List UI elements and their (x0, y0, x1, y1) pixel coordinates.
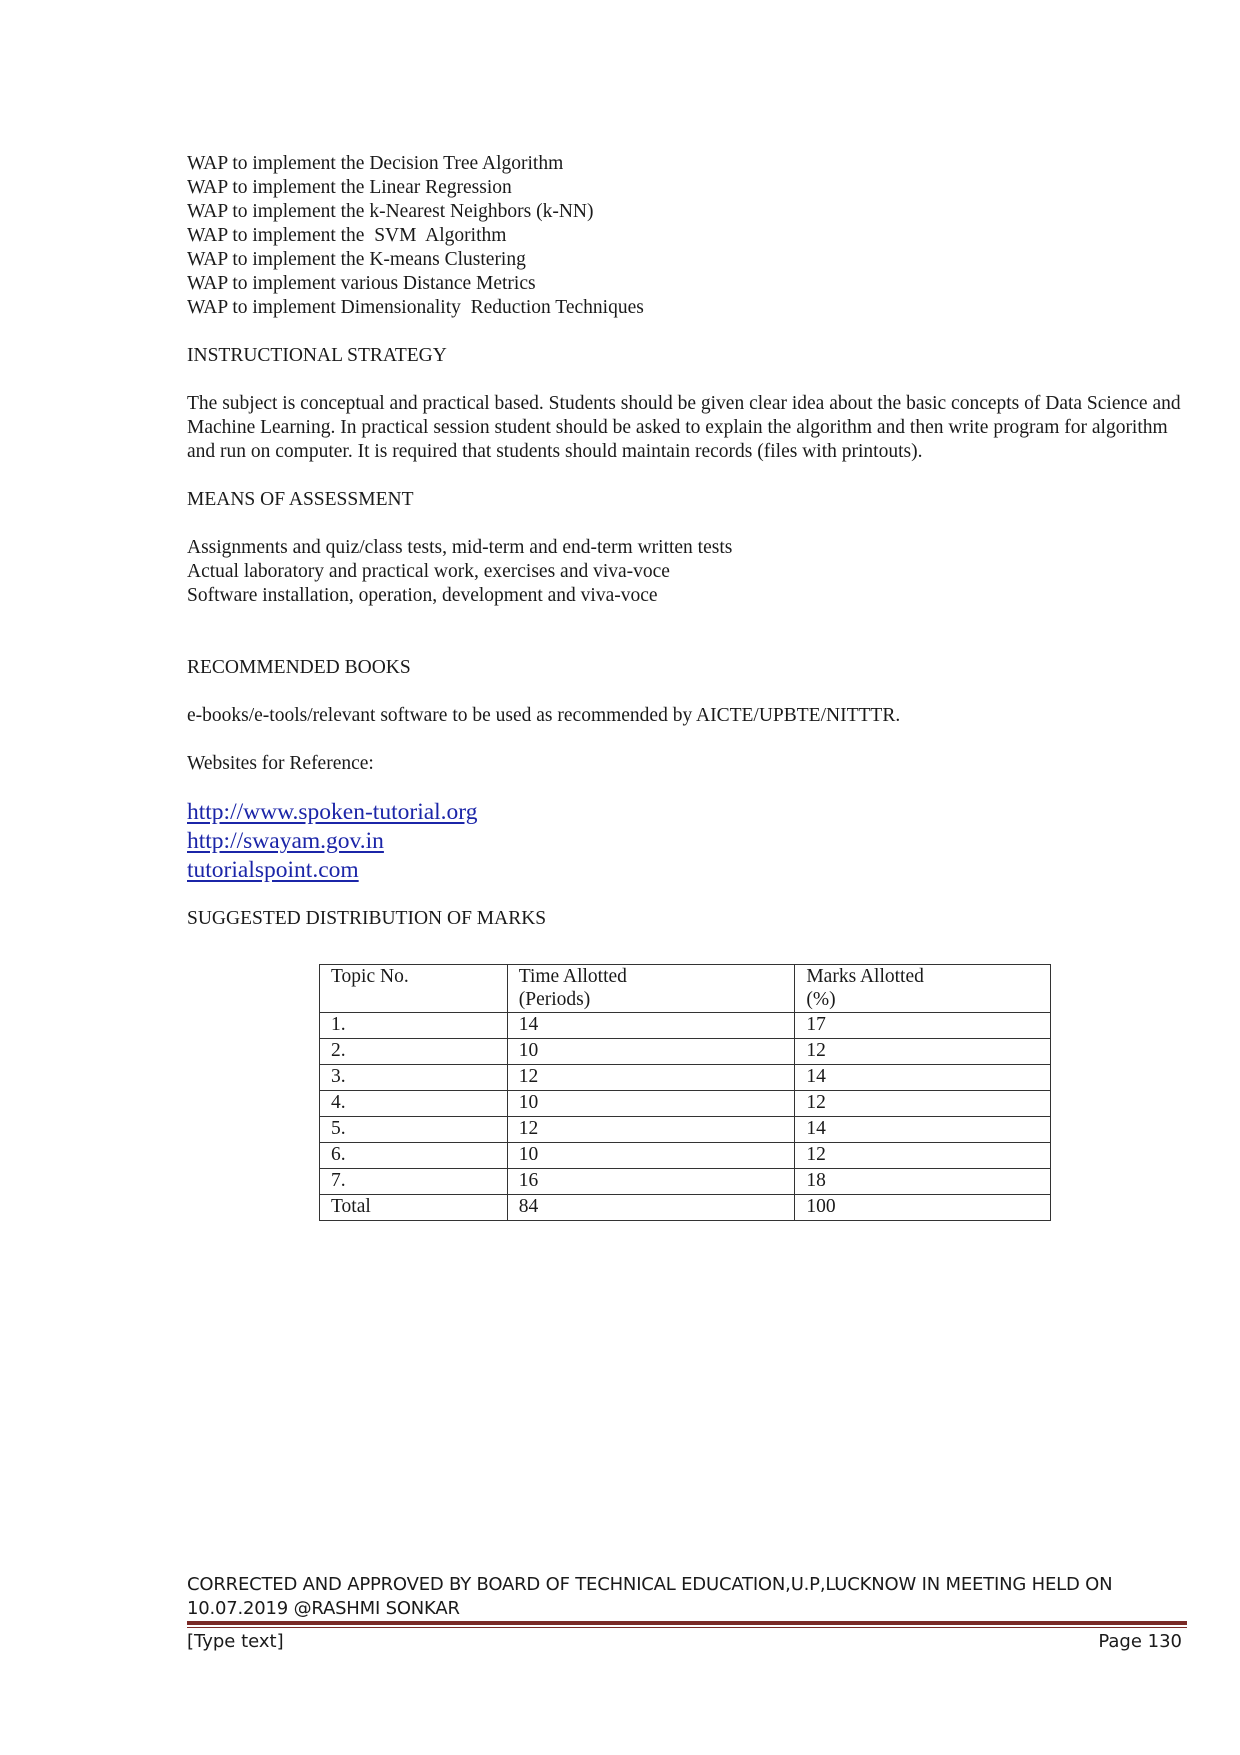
instructional-strategy-heading: INSTRUCTIONAL STRATEGY (187, 345, 447, 366)
table-row (320, 1143, 1051, 1169)
table-cell: 12 (795, 1039, 1051, 1065)
table-cell: 84 (507, 1195, 795, 1221)
document-body (187, 152, 1187, 931)
table-cell: Total (320, 1195, 508, 1221)
practical-item: WAP to implement the Decision Tree Algorithm (187, 153, 564, 174)
practical-item: WAP to implement various Distance Metrics (187, 273, 536, 294)
table-row (320, 1039, 1051, 1065)
practical-item: WAP to implement the K-means Clustering (187, 249, 526, 270)
practical-item: WAP to implement Dimensionality Reduction Techniques (187, 297, 644, 318)
table-cell: 10 (507, 1039, 795, 1065)
table-row (320, 1013, 1051, 1039)
practical-item: WAP to implement the Linear Regression (187, 177, 512, 198)
link-swayam[interactable]: http://swayam.gov.in (187, 828, 384, 854)
practicals-list (187, 152, 1187, 320)
table-row (320, 1169, 1051, 1195)
table-cell: 14 (507, 1013, 795, 1039)
table-cell: 12 (795, 1143, 1051, 1169)
books-text: e-books/e-tools/relevant software to be used as recommended by AICTE/UPBTE/NITTTR. (187, 705, 901, 726)
table-cell: 14 (795, 1065, 1051, 1091)
marks-distribution-table (319, 964, 1051, 1221)
table-cell: 10 (507, 1143, 795, 1169)
footer-placeholder-text: [Type text] (187, 1631, 284, 1652)
table-row (320, 1091, 1051, 1117)
assessment-item: Software installation, operation, development and viva-voce (187, 585, 658, 606)
table-cell: 10 (507, 1091, 795, 1117)
table-cell: 7. (320, 1169, 508, 1195)
table-cell: 1. (320, 1013, 508, 1039)
table-cell: 6. (320, 1143, 508, 1169)
assessment-item: Assignments and quiz/class tests, mid-term and end-term written tests (187, 537, 733, 558)
table-cell: 100 (795, 1195, 1051, 1221)
table-cell: 12 (507, 1065, 795, 1091)
practical-item: WAP to implement the SVM Algorithm (187, 225, 507, 246)
table-row (320, 1117, 1051, 1143)
table-header-row (320, 965, 1051, 1013)
footer-rule-thick (187, 1621, 1187, 1625)
websites-label: Websites for Reference: (187, 753, 374, 774)
assessment-heading: MEANS OF ASSESSMENT (187, 489, 414, 510)
practical-item: WAP to implement the k-Nearest Neighbors (k-NN) (187, 201, 594, 222)
assessment-item: Actual laboratory and practical work, exercises and viva-voce (187, 561, 670, 582)
footer-rule-thin (187, 1627, 1187, 1628)
instructional-strategy-text: The subject is conceptual and practical based. Students should be given clear idea about the basic concepts of Data Science and Machine Learning. In practical session student should be asked to explain the algorithm and then write program for algorithm and run on computer. It is required that students should maintain records (files with printouts). (187, 393, 1181, 462)
table-row (320, 1065, 1051, 1091)
table-cell: 12 (507, 1117, 795, 1143)
table-cell: 14 (795, 1117, 1051, 1143)
assessment-list (187, 536, 1187, 608)
link-spoken-tutorial[interactable]: http://www.spoken-tutorial.org (187, 799, 478, 825)
table-cell: 2. (320, 1039, 508, 1065)
approval-note-line1: CORRECTED AND APPROVED BY BOARD OF TECHNICAL EDUCATION,U.P,LUCKNOW IN MEETING HELD ON (187, 1574, 1113, 1595)
header-time-allotted: Time Allotted (Periods) (507, 965, 795, 1013)
marks-distribution-heading: SUGGESTED DISTRIBUTION OF MARKS (187, 908, 547, 929)
table-cell: 12 (795, 1091, 1051, 1117)
recommended-books-heading: RECOMMENDED BOOKS (187, 657, 411, 678)
table-cell: 3. (320, 1065, 508, 1091)
header-topic-no: Topic No. (320, 965, 508, 1013)
table-cell: 5. (320, 1117, 508, 1143)
table-cell: 18 (795, 1169, 1051, 1195)
header-marks-allotted: Marks Allotted (%) (795, 965, 1051, 1013)
table-cell: 16 (507, 1169, 795, 1195)
table-total-row (320, 1195, 1051, 1221)
approval-note-line2: 10.07.2019 @RASHMI SONKAR (187, 1598, 460, 1619)
reference-links (187, 798, 1187, 885)
approval-note (187, 1573, 1187, 1621)
table-cell: 17 (795, 1013, 1051, 1039)
table-cell: 4. (320, 1091, 508, 1117)
page-number: Page 130 (1098, 1631, 1182, 1652)
link-tutorialspoint[interactable]: tutorialspoint.com (187, 857, 359, 883)
